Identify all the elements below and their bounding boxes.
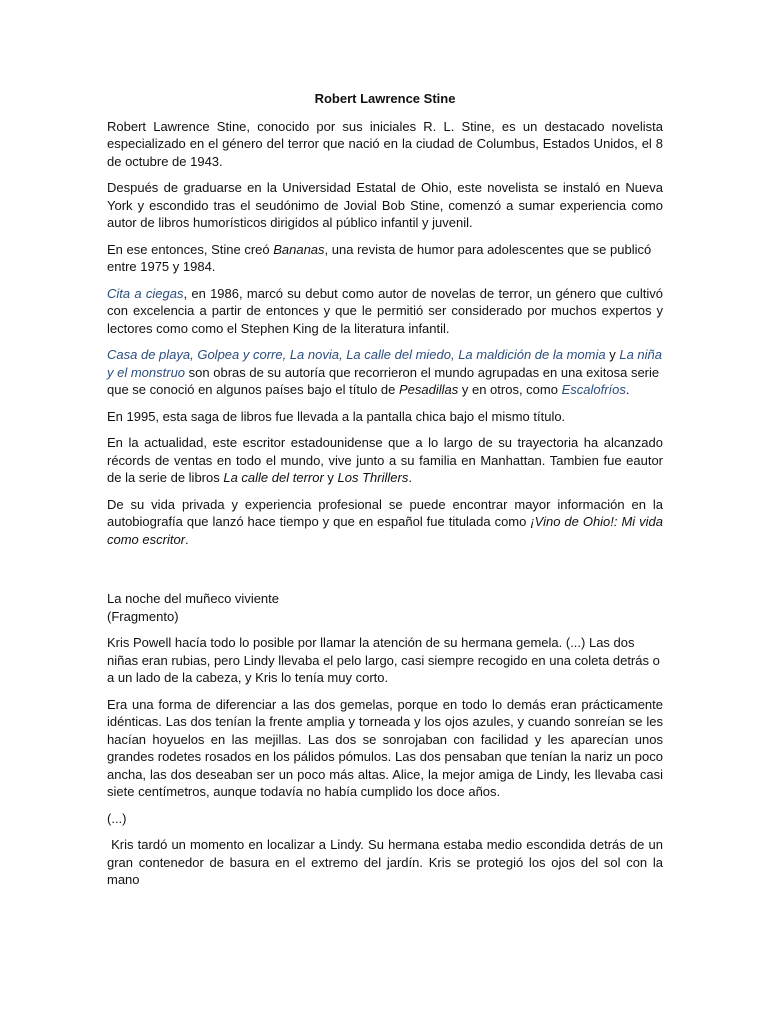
text-run: son obras de su autoría que recorrieron el mundo agrupadas en una exitosa serie que se conoció en algunos países bajo el título de: [107, 364, 660, 397]
text-run: y: [323, 470, 338, 485]
book-title: Cita a ciegas: [107, 285, 184, 301]
text-run: .: [185, 531, 189, 547]
fragment-paragraph-1: Kris Powell hacía todo lo posible por llamar la atención de su hermana gemela. (...) Las dos niñas eran rubias, pero Lindy llevaba el pelo largo, casi siempre recogido en una coleta detrás o a un lado de la cabeza, y Kris lo tenía muy corto.: [107, 635, 660, 685]
series-title: La calle del terror: [223, 470, 324, 485]
fragment-title: La noche del muñeco viviente: [107, 591, 280, 606]
book-titles: Casa de playa, Golpea y corre, La novia, La calle del miedo, La maldición de la momia: [107, 347, 606, 362]
paragraph-bananas: [107, 241, 663, 276]
book-title: ¡Vino de Ohio!: Mi vida como escritor: [107, 514, 663, 547]
paragraph-tv: En 1995, esta saga de libros fue llevada a la pantalla chica bajo el mismo título.: [107, 408, 566, 424]
magazine-title: Bananas: [273, 241, 325, 257]
fragment-paragraph-3: Kris tardó un momento en localizar a Lindy. Su hermana estaba medio escondida detrás de un gran contenedor de basura en el extremo del jardín. Kris se protegió los ojos del sol con la mano: [107, 837, 667, 887]
series-title: Pesadillas: [399, 382, 459, 397]
text-run: En ese entonces, Stine creó: [107, 241, 274, 257]
text-run: .: [408, 470, 412, 485]
fragment-subtitle: (Fragmento): [107, 608, 179, 624]
fragment-paragraph-2: Era una forma de diferenciar a las dos gemelas, porque en todo lo demás eran prácticamente idénticas. Las dos tenían la frente amplia y torneada y los ojos azules, y cuando sonreían se les hacían hoyuelos en las mejillas. Las dos se sonrojaban con facilidad y les aparecían unos grandes rodetes rosados en los pálidos pómulos. Las dos pensaban que tenían la nariz un poco ancha, las dos deseaban ser un poco más altas. Alice, la mejor amiga de Lindy, les llevaba casi siete centímetros, aunque todavía no había cumplido los doce años.: [107, 696, 663, 799]
paragraph-present: [107, 434, 663, 487]
document-title: Robert Lawrence Stine: [314, 91, 456, 106]
text-run: , una revista de humor para adolescentes que se publicó entre 1975 y 1984.: [107, 241, 652, 274]
section-gap: [107, 557, 663, 590]
series-title: Los Thrillers: [337, 470, 409, 485]
series-title: Escalofríos: [561, 382, 626, 397]
text-run: , en 1986, marcó su debut como autor de novelas de terror, un género que cultivó con excelencia a partir de entonces y que le permitió ser considerado por muchos expertos y lectores como como el Stephen King de la literatura infantil.: [107, 285, 663, 336]
text-run: y en otros, como: [458, 382, 562, 397]
paragraph-debut: [107, 285, 663, 338]
text-run: .: [625, 382, 630, 397]
text-run: De su vida privada y experiencia profesional se puede encontrar mayor información en la autobiografía que lanzó hace tiempo y que en español fue titulada como: [107, 496, 663, 529]
text-run: En la actualidad, este escritor estadounidense que a lo largo de su trayectoria ha alcanzado récords de ventas en todo el mundo, vive junto a su familia en Manhattan. Tambien fue eautor de la serie de libros: [107, 435, 663, 485]
document-page: [107, 90, 667, 898]
text-run: y: [605, 347, 620, 362]
book-title: La niña y el monstruo: [107, 347, 662, 380]
paragraph-works: [107, 346, 663, 399]
paragraph-career: Después de graduarse en la Universidad Estatal de Ohio, este novelista se instaló en Nueva York y escondido tras el seudónimo de Jovial Bob Stine, comenzó a sumar experiencia como autor de libros humorísticos dirigidos al público infantil y juvenil.: [107, 180, 663, 230]
paragraph-birth: Robert Lawrence Stine, conocido por sus iniciales R. L. Stine, es un destacado novelista especializado en el género del terror que nació en la ciudad de Columbus, Estados Unidos, el 8 de octubre de 1943.: [107, 118, 663, 169]
fragment-ellipsis: (...): [107, 810, 127, 826]
paragraph-autobiography: [107, 496, 663, 549]
